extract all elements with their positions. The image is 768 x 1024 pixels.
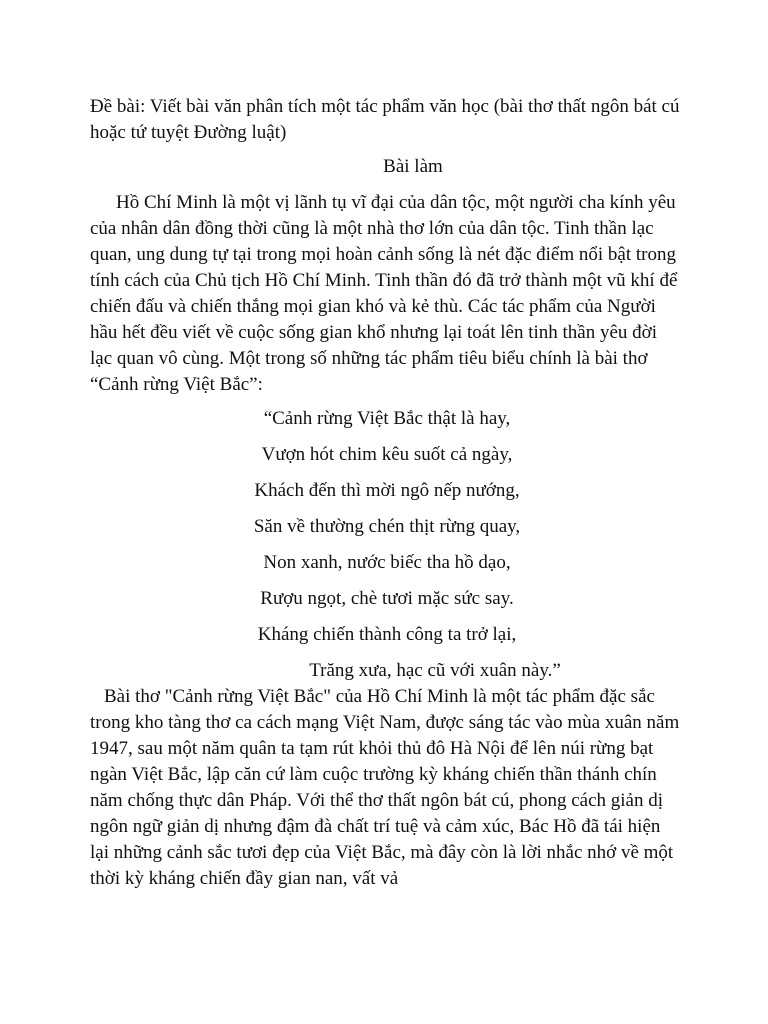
poem-line: Săn về thường chén thịt rừng quay,	[253, 516, 521, 537]
essay-prompt: Đề bài: Viết bài văn phân tích một tác phẩm văn học (bài thơ thất ngôn bát cú hoặc tứ tuyệt Đường luật)	[90, 96, 680, 143]
essay-heading: Bài làm	[383, 156, 443, 177]
intro-paragraph: Hồ Chí Minh là một vị lãnh tụ vĩ đại của dân tộc, một người cha kính yêu của nhân dân đồng thời cũng là một nhà thơ lớn của dân tộc. Tinh thần lạc quan, ung dung tự tại trong mọi hoàn cảnh sống là nét đặc điểm nổi bật trong tính cách của Chủ tịch Hồ Chí Minh. Tinh thần đó đã trở thành một vũ khí để chiến đấu và chiến thắng mọi gian khó và kẻ thù. Các tác phẩm của Người hầu hết đều viết về cuộc sống gian khổ nhưng lại toát lên tinh thần yêu đời lạc quan vô cùng. Một trong số những tác phẩm tiêu biểu chính là bài thơ “Cảnh rừng Việt Bắc”:	[90, 192, 678, 395]
poem-line: Vượn hót chim kêu suốt cả ngày,	[261, 444, 513, 465]
poem-line: Non xanh, nước biếc tha hồ dạo,	[263, 552, 511, 573]
poem-line: Rượu ngọt, chè tươi mặc sức say.	[260, 588, 514, 609]
poem-line: Trăng xưa, hạc cũ với xuân này.”	[309, 660, 561, 681]
poem-line: “Cảnh rừng Việt Bắc thật là hay,	[263, 408, 511, 429]
poem-line: Khách đến thì mời ngô nếp nướng,	[254, 480, 520, 501]
poem-line: Kháng chiến thành công ta trở lại,	[257, 624, 517, 645]
poem	[90, 406, 680, 684]
document-page	[90, 94, 680, 892]
analysis-paragraph: Bài thơ "Cảnh rừng Việt Bắc" của Hồ Chí Minh là một tác phẩm đặc sắc trong kho tàng thơ ca cách mạng Việt Nam, được sáng tác vào mùa xuân năm 1947, sau một năm quân ta tạm rút khỏi thủ đô Hà Nội để lên núi rừng bạt ngàn Việt Bắc, lập căn cứ làm cuộc trường kỳ kháng chiến thần thánh chín năm chống thực dân Pháp. Với thể thơ thất ngôn bát cú, phong cách giản dị ngôn ngữ giản dị nhưng đậm đà chất trí tuệ và cảm xúc, Bác Hồ đã tái hiện lại những cảnh sắc tươi đẹp của Việt Bắc, mà đây còn là lời nhắc nhớ về một thời kỳ kháng chiến đầy gian nan, vất vả	[90, 686, 680, 889]
